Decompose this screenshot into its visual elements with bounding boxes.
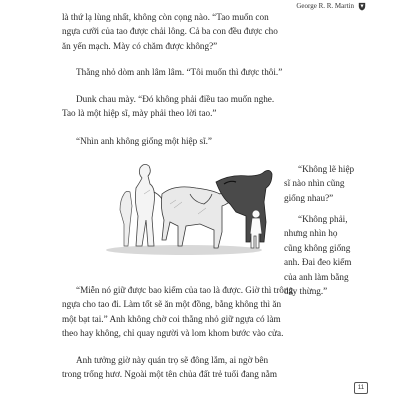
text-line: của anh làm bằng bbox=[284, 271, 349, 282]
shield-icon bbox=[358, 2, 366, 11]
paragraph bbox=[62, 353, 352, 382]
text-line: một bạt tai.” Anh không chờ coi thằng nhỏ giữ ngựa có làm bbox=[62, 313, 281, 324]
text-line: Thằng nhỏ dòm anh lâm lâm. “Tôi muốn thì được thôi.” bbox=[76, 67, 283, 77]
text-line: dây thừng.” bbox=[284, 286, 328, 297]
author-name: George R. R. Martin bbox=[296, 2, 354, 10]
page-number: 11 bbox=[354, 382, 368, 394]
text-line: ngựa cưỡi của tao được chải lông. Cả ba con đều được cho bbox=[62, 26, 278, 37]
text-line: nhưng nhìn họ bbox=[284, 228, 338, 239]
text-line: “Không lẽ hiệp bbox=[298, 164, 355, 174]
text-line: theo hay không, chỉ quay người và lom khom bước vào cửa. bbox=[62, 328, 284, 339]
text-line: Dunk chau mày. “Đó không phải điều tao muốn nghe. bbox=[76, 94, 275, 104]
text-line: cũng không giống bbox=[284, 242, 351, 253]
book-page bbox=[40, 0, 376, 400]
text-line: trong trống hươ. Ngoài một tên chủa đất trẻ tuổi đang nằm bbox=[62, 369, 277, 380]
illustration-knight-horses-boy bbox=[104, 154, 274, 256]
text-line: giống nhau?” bbox=[284, 192, 334, 203]
text-line: là thứ lạ lùng nhất, không còn cọng nào. “Tao muốn con bbox=[62, 12, 269, 22]
text-line: “Miễn nó giữ được bao kiếm của tao là được. Giờ thì trông bbox=[76, 285, 294, 295]
paragraph bbox=[62, 92, 352, 121]
text-line: ngựa cho tao đi. Làm tốt sẽ ăn một đồng, bằng không thì ăn bbox=[62, 299, 282, 310]
text-line: “Nhìn anh không giống một hiệp sĩ.” bbox=[76, 136, 213, 146]
paragraph-right-column bbox=[284, 162, 356, 205]
paragraph bbox=[62, 65, 352, 79]
paragraph bbox=[62, 283, 352, 341]
paragraph bbox=[62, 134, 352, 148]
text-line: anh. Đai đeo kiếm bbox=[284, 257, 352, 268]
text-line: Anh tưởng giờ này quán trọ sẽ đông lắm, ai ngờ bên bbox=[76, 355, 269, 365]
text-line: “Không phải, bbox=[298, 214, 348, 224]
body-text-top bbox=[62, 10, 352, 53]
text-line: sĩ nào nhìn cũng bbox=[284, 178, 345, 189]
text-line: Tao là một hiệp sĩ, mày phải theo lời tao.” bbox=[62, 108, 217, 119]
text-line: ăn yến mạch. Mày có chăm được không?” bbox=[62, 40, 218, 51]
